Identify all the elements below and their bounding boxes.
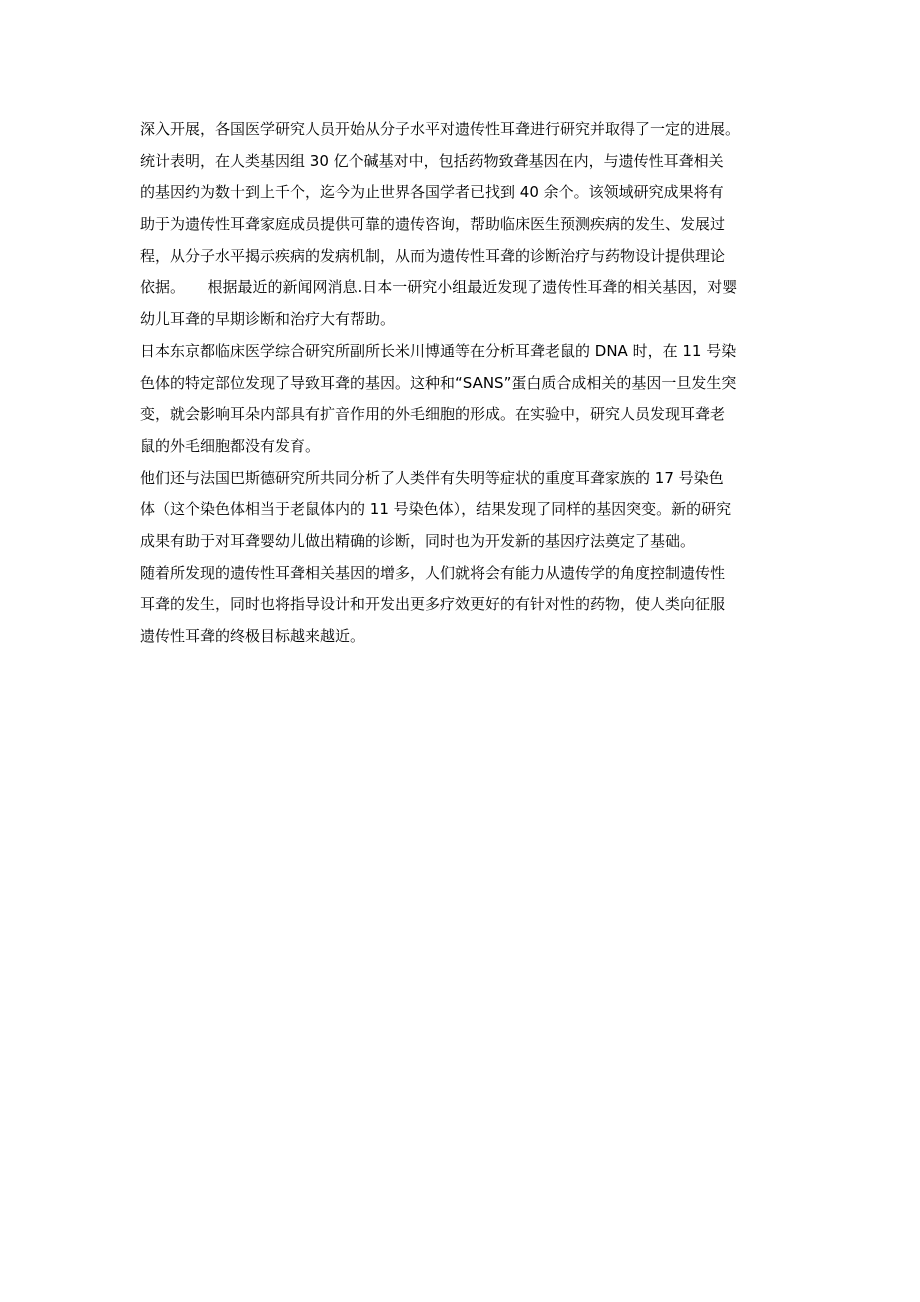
text-line: 依据。 根据最近的新闻网消息.日本一研究小组最近发现了遗传性耳聋的相关基因，对婴: [140, 278, 738, 297]
text-line: 鼠的外毛细胞都没有发育。: [140, 436, 321, 455]
text-line: 幼儿耳聋的早期诊断和治疗大有帮助。: [140, 310, 396, 329]
paragraph-4: [140, 463, 790, 558]
text-line: 耳聋的发生，同时也将指导设计和开发出更多疗效更好的有针对性的药物，使人类向征服: [140, 595, 726, 614]
document-body: [140, 114, 790, 653]
paragraph-3: [140, 336, 790, 463]
text-line: 统计表明，在人类基因组 30 亿个碱基对中，包括药物致聋基因在内，与遗传性耳聋相关: [140, 151, 724, 170]
text-line: 日本东京都临床医学综合研究所副所长米川博通等在分析耳聋老鼠的 DNA 时，在 11 号染: [140, 341, 737, 360]
text-line: 遗传性耳聋的终极目标越来越近。: [140, 627, 366, 645]
paragraph-2: [140, 146, 790, 336]
paragraph-5: [140, 558, 790, 653]
text-line: 程，从分子水平揭示疾病的发病机制，从而为遗传性耳聋的诊断治疗与药物设计提供理论: [140, 246, 726, 265]
text-line: 他们还与法国巴斯德研究所共同分析了人类伴有失明等症状的重度耳聋家族的 17 号染色: [140, 468, 724, 487]
text-line: 随着所发现的遗传性耳聋相关基因的增多，人们就将会有能力从遗传学的角度控制遗传性: [140, 563, 726, 582]
text-line: 助于为遗传性耳聋家庭成员提供可靠的遗传咨询，帮助临床医生预测疾病的发生、发展过: [140, 215, 726, 234]
text-line: 深入开展，各国医学研究人员开始从分子水平对遗传性耳聋进行研究并取得了一定的进展。: [140, 120, 741, 138]
text-line: 色体的特定部位发现了导致耳聋的基因。这种和“SANS”蛋白质合成相关的基因一旦发生突: [140, 373, 737, 392]
text-line: 成果有助于对耳聋婴幼儿做出精确的诊断，同时也为开发新的基因疗法奠定了基础。: [140, 531, 696, 550]
text-line: 体（这个染色体相当于老鼠体内的 11 号染色体），结果发现了同样的基因突变。新的研究: [140, 500, 732, 519]
text-line: 变，就会影响耳朵内部具有扩音作用的外毛细胞的形成。在实验中，研究人员发现耳聋老: [140, 405, 726, 424]
text-line: 的基因约为数十到上千个，迄今为止世界各国学者已找到 40 余个。该领域研究成果将有: [140, 183, 724, 202]
paragraph-1: [140, 114, 790, 146]
